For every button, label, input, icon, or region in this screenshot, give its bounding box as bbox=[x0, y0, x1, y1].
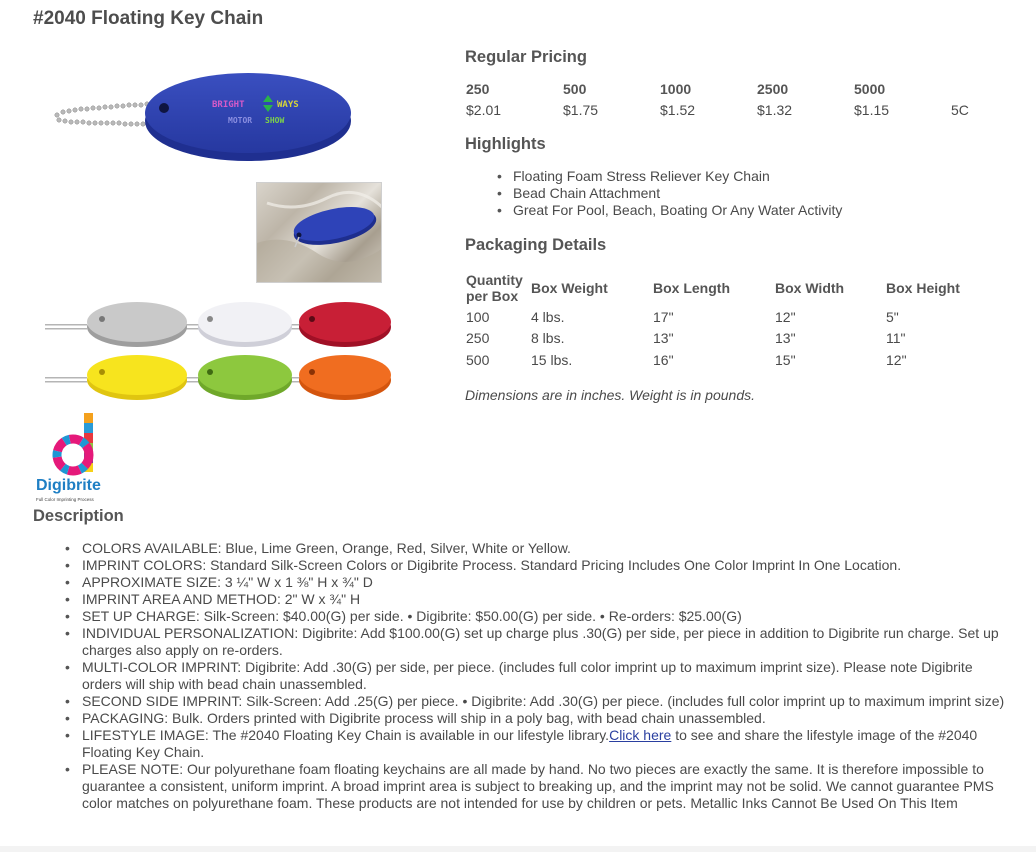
cell: 13" bbox=[653, 330, 674, 347]
description-item: • APPROXIMATE SIZE: 3 ¼" W x 1 ⅜" H x ¾" D bbox=[82, 574, 1012, 591]
description-item: • INDIVIDUAL PERSONALIZATION: Digibrite: Add $100.00(G) set up charge plus .30(G) per side, per piece in addition to Digibrite run charge. Set up charges also apply on re-orders. bbox=[82, 625, 1012, 659]
cell: 12" bbox=[886, 351, 907, 368]
cell: 250 bbox=[466, 330, 490, 347]
description-list bbox=[82, 540, 1012, 812]
highlights-list bbox=[513, 168, 842, 219]
cell: 17" bbox=[653, 308, 674, 325]
pricing-price: $2.01 bbox=[466, 102, 502, 118]
svg-text:Full Color Imprinting Process: Full Color Imprinting Process bbox=[36, 497, 94, 502]
cell: 500 bbox=[466, 351, 490, 368]
cell: 16" bbox=[653, 351, 674, 368]
pricing-qty: 250 bbox=[466, 81, 490, 97]
cell: 13" bbox=[775, 330, 796, 347]
pricing-qty: 5000 bbox=[854, 81, 886, 97]
packaging-note: Dimensions are in inches. Weight is in pounds. bbox=[465, 387, 756, 403]
packaging-table bbox=[466, 270, 986, 371]
bottom-edge bbox=[0, 846, 1036, 852]
digibrite-d-icon bbox=[33, 410, 128, 505]
table-row bbox=[466, 306, 986, 328]
pricing-price-row bbox=[466, 99, 969, 121]
pricing-table bbox=[466, 79, 969, 121]
highlight-item: • Great For Pool, Beach, Boating Or Any Water Activity bbox=[513, 202, 842, 219]
cell: 100 bbox=[466, 308, 490, 325]
description-item-please-note: • PLEASE NOTE: Our polyurethane foam floating keychains are all made by hand. No two pieces are exactly the same. It is therefore impossible to guarantee a consistent, uniform imprint. A broad imprint area is subject to breaking up, and the imprint may not be solid. We cannot guarantee PMS color matches on polyurethane foam. These products are not intended for use by children or pets. Metallic Inks Cannot Be Used On This Item bbox=[82, 761, 1012, 812]
color-options-image[interactable] bbox=[40, 297, 400, 407]
pricing-qty: 2500 bbox=[757, 81, 789, 97]
svg-text:Digibrite: Digibrite bbox=[36, 477, 101, 494]
description-heading: Description bbox=[33, 507, 124, 525]
lifestyle-click-here-link[interactable]: Click here bbox=[609, 727, 672, 743]
pricing-price: $1.52 bbox=[660, 102, 696, 118]
digibrite-logo bbox=[33, 410, 128, 505]
cell: 11" bbox=[886, 330, 906, 347]
col-quantity-per-box: Quantity per Box bbox=[466, 272, 523, 304]
imprint-text: BRIGHT bbox=[212, 100, 245, 110]
col-box-height: Box Height bbox=[886, 280, 960, 296]
lime-green-keychain bbox=[198, 355, 292, 400]
highlights-heading: Highlights bbox=[465, 135, 546, 153]
white-keychain bbox=[198, 302, 292, 347]
water-keychain-photo bbox=[257, 183, 382, 283]
red-keychain bbox=[299, 302, 391, 347]
lifestyle-text: LIFESTYLE IMAGE: The #2040 Floating Key Chain is available in our lifestyle library. bbox=[82, 727, 610, 743]
highlight-item: • Bead Chain Attachment bbox=[513, 185, 842, 202]
svg-text:SHOW: SHOW bbox=[265, 116, 285, 125]
blue-keychain-illustration bbox=[45, 55, 375, 170]
pricing-quantity-row bbox=[466, 79, 969, 99]
cell: 4 lbs. bbox=[531, 308, 565, 325]
description-item: • SET UP CHARGE: Silk-Screen: $40.00(G) per side. • Digibrite: $50.00(G) per side. • Re-orders: $25.00(G) bbox=[82, 608, 1012, 625]
orange-keychain bbox=[299, 355, 391, 400]
highlight-item: • Floating Foam Stress Reliever Key Chain bbox=[513, 168, 842, 185]
cell: 15" bbox=[775, 351, 796, 368]
svg-text:MOTOR: MOTOR bbox=[228, 116, 253, 125]
lifestyle-thumbnail[interactable] bbox=[256, 182, 382, 283]
packaging-heading: Packaging Details bbox=[465, 236, 607, 254]
pricing-heading: Regular Pricing bbox=[465, 48, 587, 66]
table-row bbox=[466, 349, 986, 371]
pricing-qty: 1000 bbox=[660, 81, 692, 97]
description-item: • COLORS AVAILABLE: Blue, Lime Green, Orange, Red, Silver, White or Yellow. bbox=[82, 540, 1012, 557]
pricing-price: $1.75 bbox=[563, 102, 599, 118]
description-item-lifestyle bbox=[82, 727, 1012, 761]
description-item: • PACKAGING: Bulk. Orders printed with Digibrite process will ship in a poly bag, with bead chain unassembled. bbox=[82, 710, 1012, 727]
description-item: • SECOND SIDE IMPRINT: Silk-Screen: Add .25(G) per piece. • Digibrite: Add .30(G) per piece. (includes full color imprint up to maximum imprint size) bbox=[82, 693, 1012, 710]
col-box-length: Box Length bbox=[653, 280, 730, 296]
main-product-image[interactable] bbox=[45, 55, 375, 170]
cell: 15 lbs. bbox=[531, 351, 573, 368]
col-box-width: Box Width bbox=[775, 280, 845, 296]
silver-keychain bbox=[87, 302, 187, 347]
pricing-code: 5C bbox=[951, 102, 969, 118]
cell: 12" bbox=[775, 308, 796, 325]
yellow-keychain bbox=[87, 355, 187, 400]
pricing-qty: 500 bbox=[563, 81, 587, 97]
lifestyle-text-after: to see and share the lifestyle image of the #2040 Floating Key Chain. bbox=[82, 727, 978, 760]
table-row bbox=[466, 328, 986, 350]
packaging-header-row bbox=[466, 270, 986, 306]
description-item: • IMPRINT AREA AND METHOD: 2" W x ¾" H bbox=[82, 591, 1012, 608]
page-title: #2040 Floating Key Chain bbox=[33, 8, 264, 29]
cell: 5" bbox=[886, 308, 899, 325]
pricing-price: $1.15 bbox=[854, 102, 890, 118]
description-item: • IMPRINT COLORS: Standard Silk-Screen Colors or Digibrite Process. Standard Pricing Includes One Color Imprint In One Location. bbox=[82, 557, 1012, 574]
description-item: • MULTI-COLOR IMPRINT: Digibrite: Add .30(G) per side, per piece. (includes full color imprint up to maximum imprint size). Please note Digibrite orders will ship with bead chain unassembled. bbox=[82, 659, 1012, 693]
color-variants-illustration bbox=[40, 297, 400, 407]
svg-text:WAYS: WAYS bbox=[277, 100, 299, 110]
pricing-qty bbox=[951, 79, 969, 99]
pricing-price: $1.32 bbox=[757, 102, 793, 118]
cell: 8 lbs. bbox=[531, 330, 565, 347]
col-box-weight: Box Weight bbox=[531, 280, 608, 296]
